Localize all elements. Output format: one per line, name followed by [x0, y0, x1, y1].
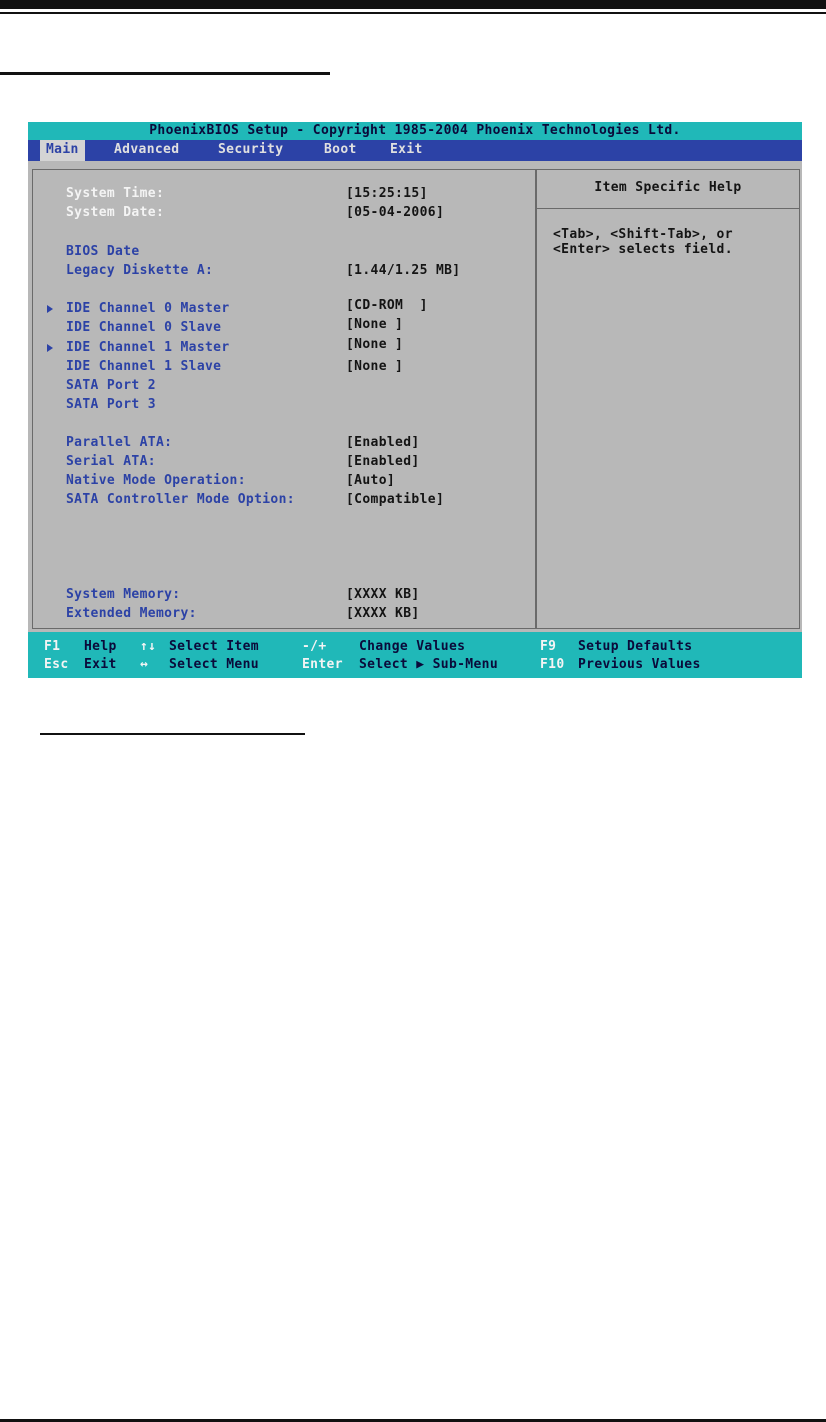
help-text-line: <Tab>, <Shift-Tab>, or: [553, 227, 733, 242]
setting-row-legacy-diskette-a[interactable]: [33, 262, 535, 280]
setting-row-system-time[interactable]: [33, 185, 535, 203]
setting-row-serial-ata[interactable]: [33, 453, 535, 471]
submenu-arrow-icon: [47, 344, 53, 352]
key-desc: Change Values: [359, 639, 466, 654]
setting-row-sata-port-3[interactable]: [33, 396, 535, 414]
key-f1: F1: [44, 639, 61, 654]
help-title: Item Specific Help: [537, 170, 799, 209]
setting-row-sata-controller-mode[interactable]: [33, 491, 535, 509]
key-desc: Setup Defaults: [578, 639, 693, 654]
setting-label: SATA Controller Mode Option:: [66, 492, 295, 507]
setting-value[interactable]: [Enabled]: [346, 454, 420, 469]
setting-row-bios-date: [33, 243, 535, 261]
key-desc: Select Item: [169, 639, 259, 654]
setting-value[interactable]: [None ]: [346, 337, 404, 352]
setting-label: Parallel ATA:: [66, 435, 173, 450]
bios-title: PhoenixBIOS Setup - Copyright 1985-2004 Phoenix Technologies Ltd.: [28, 122, 802, 140]
setting-label: IDE Channel 1 Slave: [66, 359, 222, 374]
setting-row-native-mode-operation[interactable]: [33, 472, 535, 490]
setting-row-ide-channel-1-master[interactable]: [33, 339, 535, 357]
setting-value[interactable]: [05-04-2006]: [346, 205, 445, 220]
setting-label: Native Mode Operation:: [66, 473, 246, 488]
menu-tab-exit[interactable]: Exit: [390, 142, 423, 157]
submenu-arrow-icon: [47, 305, 53, 313]
top-rule-thin: [0, 12, 826, 14]
setting-label: SATA Port 3: [66, 397, 156, 412]
setting-label: IDE Channel 1 Master: [66, 340, 230, 355]
setting-label: IDE Channel 0 Master: [66, 301, 230, 316]
setting-row-system-date[interactable]: [33, 204, 535, 222]
setting-value[interactable]: [None ]: [346, 317, 404, 332]
key-left-right-arrows: ↔: [140, 657, 149, 672]
setting-label: System Memory:: [66, 587, 181, 602]
key-minus-plus: -/+: [302, 639, 327, 654]
setting-value: [XXXX KB]: [346, 606, 420, 621]
setting-label: System Date:: [66, 205, 165, 220]
key-up-down-arrows: ↑↓: [140, 639, 157, 654]
menu-tab-boot[interactable]: Boot: [324, 142, 357, 157]
setting-label: Legacy Diskette A:: [66, 263, 214, 278]
setting-row-ide-channel-1-slave[interactable]: [33, 358, 535, 376]
key-desc: Select Menu: [169, 657, 259, 672]
main-settings-panel: [32, 169, 536, 629]
setting-label: Extended Memory:: [66, 606, 197, 621]
subsection-heading-underline: [40, 733, 305, 735]
setting-label: System Time:: [66, 186, 165, 201]
setting-label: SATA Port 2: [66, 378, 156, 393]
menu-tab-advanced[interactable]: Advanced: [114, 142, 180, 157]
setting-label: IDE Channel 0 Slave: [66, 320, 222, 335]
key-desc: Exit: [84, 657, 117, 672]
setting-value[interactable]: [None ]: [346, 359, 404, 374]
key-desc: Help: [84, 639, 117, 654]
bios-screen: [28, 122, 802, 678]
key-esc: Esc: [44, 657, 69, 672]
setting-row-extended-memory: [33, 605, 535, 623]
setting-value[interactable]: [CD-ROM ]: [346, 298, 428, 313]
key-f10: F10: [540, 657, 565, 672]
setting-row-sata-port-2[interactable]: [33, 377, 535, 395]
top-rule: [0, 0, 826, 9]
setting-row-ide-channel-0-slave[interactable]: [33, 319, 535, 337]
setting-label: BIOS Date: [66, 244, 140, 259]
menu-bar: [28, 140, 802, 161]
item-help-panel: [536, 169, 800, 629]
setting-value[interactable]: [Enabled]: [346, 435, 420, 450]
key-enter: Enter: [302, 657, 343, 672]
setting-row-system-memory: [33, 586, 535, 604]
key-legend-bar: [28, 632, 802, 678]
setting-value[interactable]: [15:25:15]: [346, 186, 428, 201]
menu-tab-security[interactable]: Security: [218, 142, 284, 157]
section-heading-underline: [0, 72, 330, 75]
key-desc: Previous Values: [578, 657, 701, 672]
setting-value[interactable]: [1.44/1.25 MB]: [346, 263, 461, 278]
setting-value: [XXXX KB]: [346, 587, 420, 602]
setting-value[interactable]: [Auto]: [346, 473, 396, 488]
setting-label: Serial ATA:: [66, 454, 156, 469]
key-desc: Select ▶ Sub-Menu: [359, 657, 499, 672]
menu-tab-main[interactable]: Main: [40, 140, 85, 161]
setting-value[interactable]: [Compatible]: [346, 492, 445, 507]
setting-row-ide-channel-0-master[interactable]: [33, 300, 535, 318]
help-text-line: <Enter> selects field.: [553, 242, 733, 257]
setting-row-parallel-ata[interactable]: [33, 434, 535, 452]
key-f9: F9: [540, 639, 557, 654]
